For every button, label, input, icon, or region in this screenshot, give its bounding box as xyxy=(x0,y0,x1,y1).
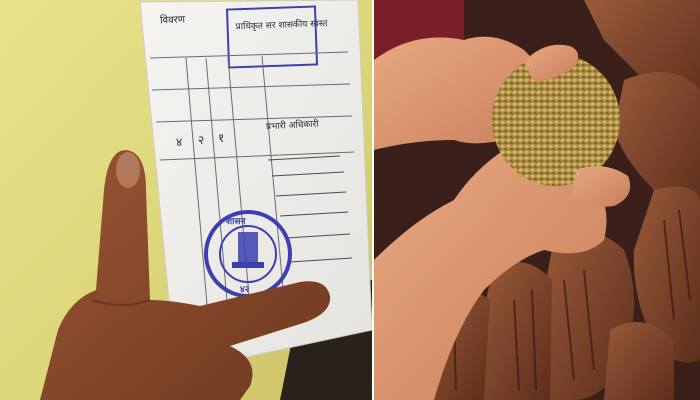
fingernail xyxy=(116,152,140,188)
grain-hands-scene xyxy=(374,0,700,400)
row-label-1: ४ xyxy=(176,135,183,149)
seal-text: शासन xyxy=(226,217,246,227)
row-label-3: १ xyxy=(218,131,225,145)
seal-bottom-text: ४२ xyxy=(240,285,250,295)
grain-hands-photo xyxy=(374,0,700,400)
card-header-text: विवरण xyxy=(159,14,186,27)
card-name-line: प्रभारी अधिकारी xyxy=(265,119,319,133)
stamp-box-text: प्राधिकृत सर शासकीय स्वस्त xyxy=(235,19,328,33)
row-label-2: २ xyxy=(198,133,205,147)
lower-fingers xyxy=(572,166,630,207)
